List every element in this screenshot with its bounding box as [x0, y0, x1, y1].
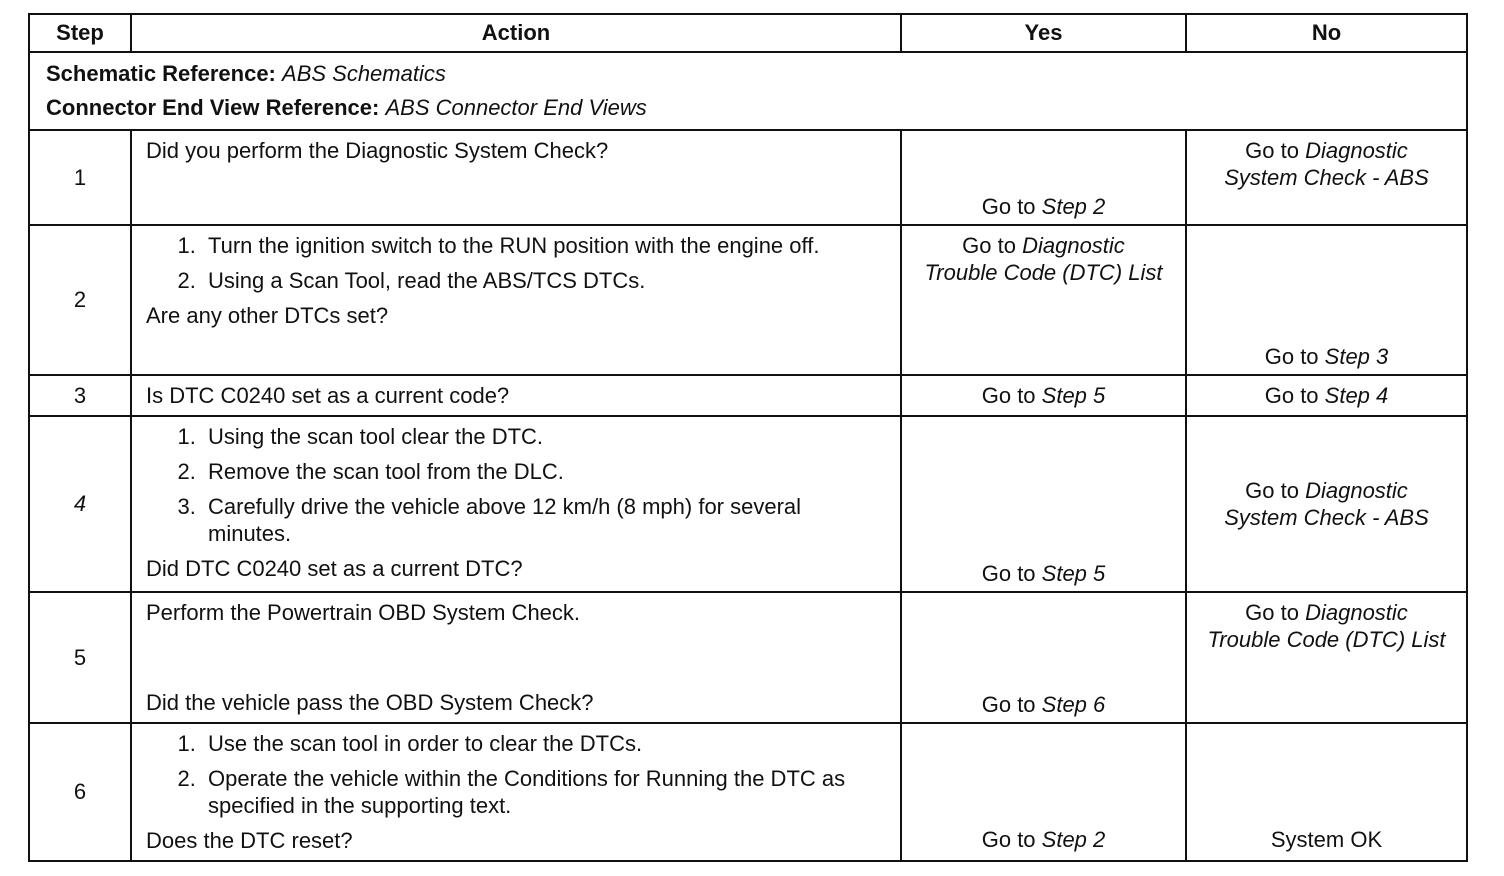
step-question: Does the DTC reset?	[146, 828, 353, 853]
step-instructions	[146, 232, 888, 294]
instruction-item: 2. Operate the vehicle within the Conditions for Running the DTC as specified in the supporting text.	[202, 765, 888, 819]
no-cell	[1186, 375, 1467, 416]
no-answer[interactable]: Go to Diagnostic Trouble Code (DTC) List	[1207, 600, 1446, 652]
action-cell	[131, 375, 901, 416]
no-cell	[1186, 592, 1467, 723]
no-cell	[1186, 130, 1467, 225]
action-cell	[131, 592, 901, 723]
no-cell	[1186, 416, 1467, 592]
no-cell	[1186, 225, 1467, 375]
diagnostic-table	[28, 13, 1468, 862]
schematic-reference-link[interactable]: ABS Schematics	[282, 61, 446, 86]
yes-cell	[901, 592, 1186, 723]
step-number: 6	[29, 723, 131, 861]
step-number: 5	[29, 592, 131, 723]
header-yes: Yes	[901, 14, 1186, 52]
instruction-item: 1. Use the scan tool in order to clear the DTCs.	[202, 730, 888, 757]
connector-reference: Connector End View Reference: ABS Connector End Views	[46, 95, 647, 120]
instruction-item: 2. Using a Scan Tool, read the ABS/TCS DTCs.	[202, 267, 888, 294]
no-answer: System OK	[1270, 827, 1383, 852]
step-instructions	[146, 423, 888, 547]
reference-row	[29, 52, 1467, 130]
yes-cell	[901, 723, 1186, 861]
instruction-item: 3. Carefully drive the vehicle above 12 km/h (8 mph) for several minutes.	[202, 493, 888, 547]
action-cell	[131, 225, 901, 375]
table-row	[29, 225, 1467, 375]
yes-answer[interactable]: Go to Step 6	[981, 692, 1106, 717]
step-question: Did the vehicle pass the OBD System Check?	[146, 690, 594, 715]
yes-answer[interactable]: Go to Step 2	[981, 194, 1106, 219]
header-step: Step	[29, 14, 131, 52]
connector-reference-link[interactable]: ABS Connector End Views	[385, 95, 647, 120]
yes-cell	[901, 225, 1186, 375]
step-question: Is DTC C0240 set as a current code?	[146, 383, 510, 408]
step-number: 3	[29, 375, 131, 416]
yes-answer[interactable]: Go to Step 5	[981, 561, 1106, 586]
table-row	[29, 130, 1467, 225]
header-row	[29, 14, 1467, 52]
instruction-item: 1. Turn the ignition switch to the RUN position with the engine off.	[202, 232, 888, 259]
reference-cell	[29, 52, 1467, 130]
instruction-item: 2. Remove the scan tool from the DLC.	[202, 458, 888, 485]
yes-cell	[901, 130, 1186, 225]
no-answer[interactable]: Go to Step 3	[1264, 344, 1389, 369]
step-number: 1	[29, 130, 131, 225]
step-question: Are any other DTCs set?	[146, 303, 389, 328]
step-number: 2	[29, 225, 131, 375]
no-answer[interactable]: Go to Diagnostic System Check - ABS	[1224, 478, 1429, 530]
header-action: Action	[131, 14, 901, 52]
table-row	[29, 416, 1467, 592]
action-cell	[131, 416, 901, 592]
yes-answer[interactable]: Go to Step 5	[981, 383, 1106, 408]
schematic-reference: Schematic Reference: ABS Schematics	[46, 61, 446, 86]
table-row	[29, 723, 1467, 861]
step-number: 4	[29, 416, 131, 592]
table-row	[29, 375, 1467, 416]
table-row	[29, 592, 1467, 723]
step-question: Did you perform the Diagnostic System Check?	[146, 138, 609, 163]
instruction-item: 1. Using the scan tool clear the DTC.	[202, 423, 888, 450]
no-answer[interactable]: Go to Step 4	[1264, 383, 1389, 408]
action-cell	[131, 130, 901, 225]
step-instructions	[146, 730, 888, 819]
no-cell	[1186, 723, 1467, 861]
step-question: Did DTC C0240 set as a current DTC?	[146, 556, 523, 581]
step-instruction: Perform the Powertrain OBD System Check.	[146, 600, 581, 625]
header-no: No	[1186, 14, 1467, 52]
yes-answer[interactable]: Go to Diagnostic Trouble Code (DTC) List	[924, 233, 1163, 285]
no-answer[interactable]: Go to Diagnostic System Check - ABS	[1224, 138, 1429, 190]
yes-answer[interactable]: Go to Step 2	[981, 827, 1106, 852]
yes-cell	[901, 375, 1186, 416]
yes-cell	[901, 416, 1186, 592]
action-cell	[131, 723, 901, 861]
